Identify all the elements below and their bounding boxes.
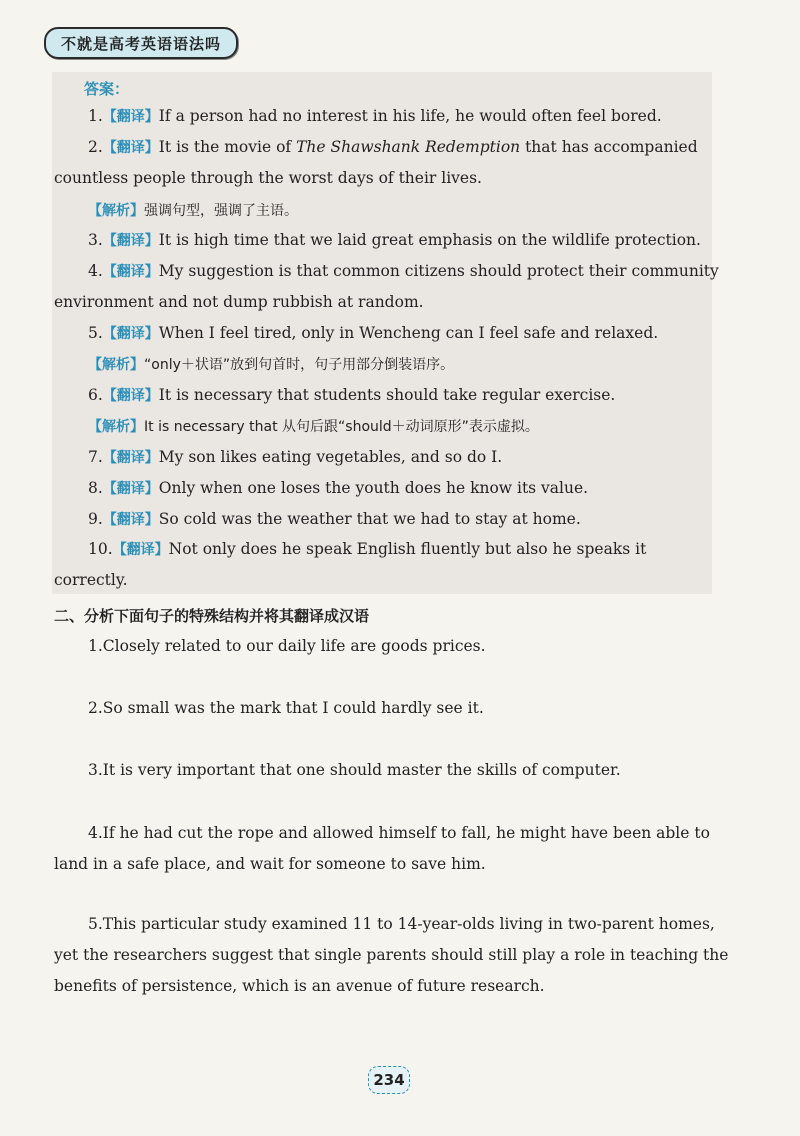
- answer-5: 5.【翻译】When I feel tired, only in Wencheng can I feel safe and relaxed.: [88, 324, 659, 342]
- answer-1: 1.【翻译】If a person had no interest in his life, he would often feel bored.: [88, 107, 662, 125]
- answer-4-cont: environment and not dump rubbish at random.: [54, 293, 424, 311]
- answer-2-cont: countless people through the worst days of their lives.: [54, 169, 482, 187]
- answer-9: 9.【翻译】So cold was the weather that we had to stay at home.: [88, 510, 581, 528]
- question-4-cont: land in a safe place, and wait for someone to save him.: [54, 855, 486, 873]
- question-5-cont-1: yet the researchers suggest that single parents should still play a role in teaching the: [54, 946, 729, 964]
- answer-4: 4.【翻译】My suggestion is that common citizens should protect their community: [88, 262, 719, 280]
- question-2: 2.So small was the mark that I could hardly see it.: [88, 699, 484, 717]
- answer-7: 7.【翻译】My son likes eating vegetables, and so do I.: [88, 448, 503, 466]
- question-5: 5.This particular study examined 11 to 14-year-olds living in two-parent homes,: [88, 915, 715, 933]
- book-series-tag: 不就是高考英语语法吗: [44, 27, 238, 59]
- answer-10-cont: correctly.: [54, 571, 128, 589]
- answer-3: 3.【翻译】It is high time that we laid great emphasis on the wildlife protection.: [88, 231, 701, 249]
- analysis-6: 【解析】It is necessary that 从句后跟“should＋动词原形”表示虚拟。: [88, 419, 539, 435]
- question-4: 4.If he had cut the rope and allowed himself to fall, he might have been able to: [88, 824, 710, 842]
- page-number: 234: [368, 1066, 410, 1094]
- section-2-title: 二、分析下面句子的特殊结构并将其翻译成汉语: [54, 607, 370, 625]
- question-3: 3.It is very important that one should master the skills of computer.: [88, 761, 621, 779]
- answer-2: 2.【翻译】It is the movie of The Shawshank Redemption that has accompanied: [88, 138, 698, 156]
- analysis-5: 【解析】“only＋状语”放到句首时，句子用部分倒装语序。: [88, 357, 455, 373]
- analysis-2: 【解析】强调句型，强调了主语。: [88, 203, 298, 219]
- question-5-cont-2: benefits of persistence, which is an avenue of future research.: [54, 977, 545, 995]
- answer-8: 8.【翻译】Only when one loses the youth does he know its value.: [88, 479, 589, 497]
- answer-title: 答案：: [84, 80, 130, 98]
- answer-10: 10.【翻译】Not only does he speak English fluently but also he speaks it: [88, 540, 647, 558]
- answer-6: 6.【翻译】It is necessary that students should take regular exercise.: [88, 386, 616, 404]
- question-1: 1.Closely related to our daily life are goods prices.: [88, 637, 486, 655]
